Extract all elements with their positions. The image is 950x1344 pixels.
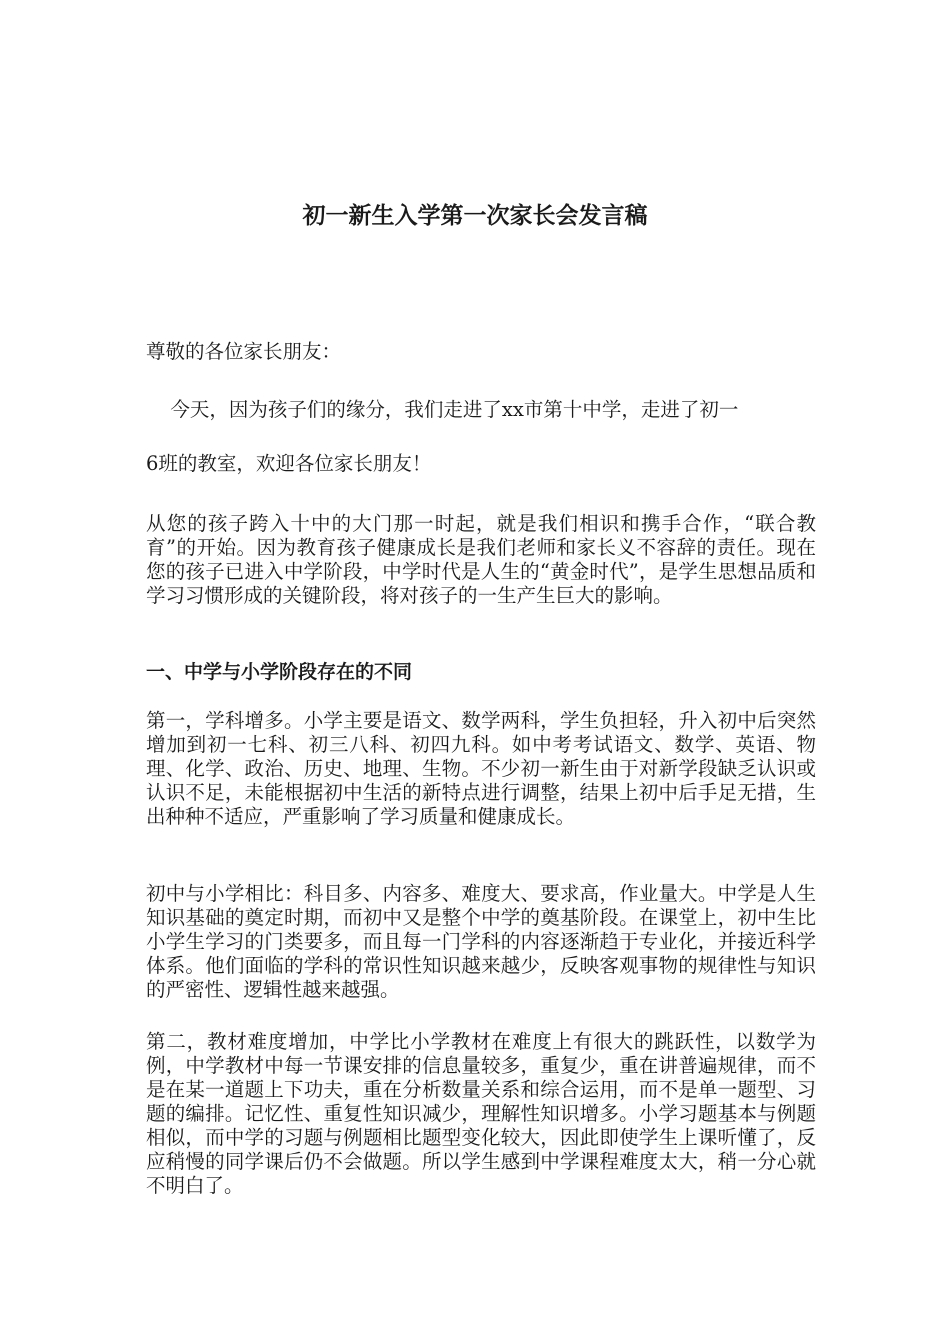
paragraph-cooperation: 从您的孩子跨入十中的大门那一时起，就是我们相识和携手合作，“联合教育”的开始。因为教育孩子健康成长是我们老师和家长义不容辞的责任。现在您的孩子已进入中学阶段，中学时代是人生的“黄金时代”，是学生思想品质和学习习惯形成的关键阶段，将对孩子的一生产生巨大的影响。 <box>146 512 816 607</box>
paragraph-comparison: 初中与小学相比：科目多、内容多、难度大、要求高，作业量大。中学是人生知识基础的奠定时期，而初中又是整个中学的奠基阶段。在课堂上，初中生比小学生学习的门类要多，而且每一门学科的内容逐渐趋于专业化，并接近科学体系。他们面临的学科的常识性知识越来越少，反映客观事物的规律性与知识的严密性、逻辑性越来越强。 <box>146 882 816 1001</box>
intro-line-1: 今天，因为孩子们的缘分，我们走进了xx市第十中学，走进了初一 <box>170 398 739 421</box>
section-heading-differences: 一、中学与小学阶段存在的不同 <box>146 661 413 683</box>
intro-line-2: 6班的教室，欢迎各位家长朋友！ <box>146 452 432 475</box>
document-title: 初一新生入学第一次家长会发言稿 <box>302 202 648 229</box>
paragraph-textbook-difficulty: 第二，教材难度增加，中学比小学教材在难度上有很大的跳跃性，以数学为例，中学教材中每一节课安排的信息量较多，重复少，重在讲普遍规律，而不是在某一道题上下功夫，重在分析数量关系和综合运用，而不是单一题型、习题的编排。记忆性、重复性知识减少，理解性知识增多。小学习题基本与例题相似，而中学的习题与例题相比题型变化较大，因此即使学生上课听懂了，反应稍慢的同学课后仍不会做题。所以学生感到中学课程难度太大，稍一分心就不明白了。 <box>146 1030 816 1197</box>
salutation: 尊敬的各位家长朋友： <box>146 340 342 363</box>
paragraph-more-subjects: 第一，学科增多。小学主要是语文、数学两科，学生负担轻，升入初中后突然增加到初一七科、初三八科、初四九科。如中考考试语文、数学、英语、物理、化学、政治、历史、地理、生物。不少初一新生由于对新学段缺乏认识或认识不足，未能根据初中生活的新特点进行调整，结果上初中后手足无措，生出种种不适应，严重影响了学习质量和健康成长。 <box>146 709 816 828</box>
